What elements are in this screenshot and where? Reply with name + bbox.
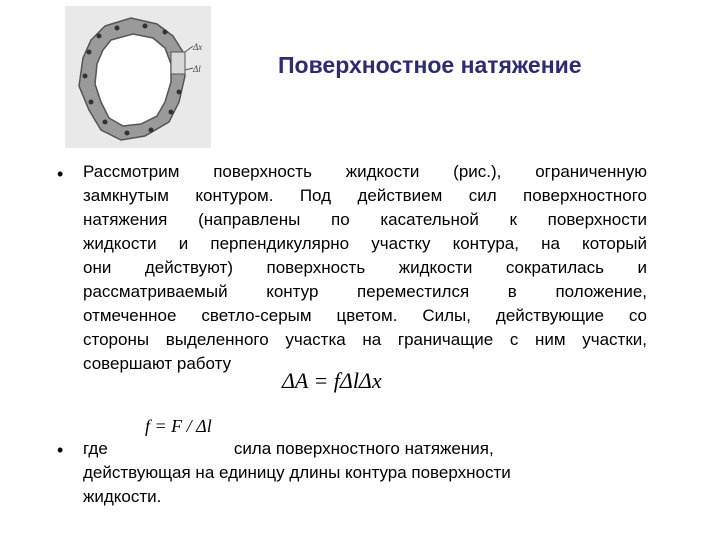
paragraph-1-line: жидкости и перпендикулярно участку контура, на который xyxy=(83,234,647,253)
bullet-marker-1: • xyxy=(57,164,64,184)
paragraph-1-line: натяжения (направлены по касательной к поверхности xyxy=(83,210,647,229)
label-delta-l: Δl xyxy=(193,64,201,74)
paragraph-2-line: жидкости. xyxy=(83,487,162,506)
paragraph-1-line: совершают работу xyxy=(83,354,232,373)
force-definition: сила поверхностного натяжения, xyxy=(233,439,494,458)
force-formula: f = F / Δl xyxy=(145,416,212,436)
paragraph-1-line: замкнутым контуром. Под действием сил поверхностного xyxy=(83,186,647,205)
contour-diagram xyxy=(65,6,211,148)
paragraph-2 xyxy=(83,437,643,509)
surface-contour-figure xyxy=(65,6,211,148)
paragraph-1-line: рассматриваемый контур переместился в положение, xyxy=(83,282,647,301)
paragraph-1-line: стороны выделенного участка на граничащие с ним участки, xyxy=(83,330,647,349)
where-word: где xyxy=(83,439,108,458)
inner-contour xyxy=(95,34,171,126)
selected-segment xyxy=(171,52,185,74)
paragraph-2-line: действующая на единицу длины контура поверхности xyxy=(83,463,511,482)
bullet-marker-2: • xyxy=(57,440,64,460)
paragraph-1-line: они действуют) поверхность жидкости сократилась и xyxy=(83,258,647,277)
paragraph-1 xyxy=(83,160,647,376)
work-formula: ΔA = fΔlΔx xyxy=(282,368,382,393)
paragraph-1-line: отмеченное светло-серым цветом. Силы, действующие со xyxy=(83,306,647,325)
paragraph-2-line xyxy=(83,437,643,461)
slide-title: Поверхностное натяжение xyxy=(278,52,582,78)
label-delta-x: Δx xyxy=(193,42,203,52)
paragraph-1-line: Рассмотрим поверхность жидкости (рис.), ограниченную xyxy=(83,162,647,181)
